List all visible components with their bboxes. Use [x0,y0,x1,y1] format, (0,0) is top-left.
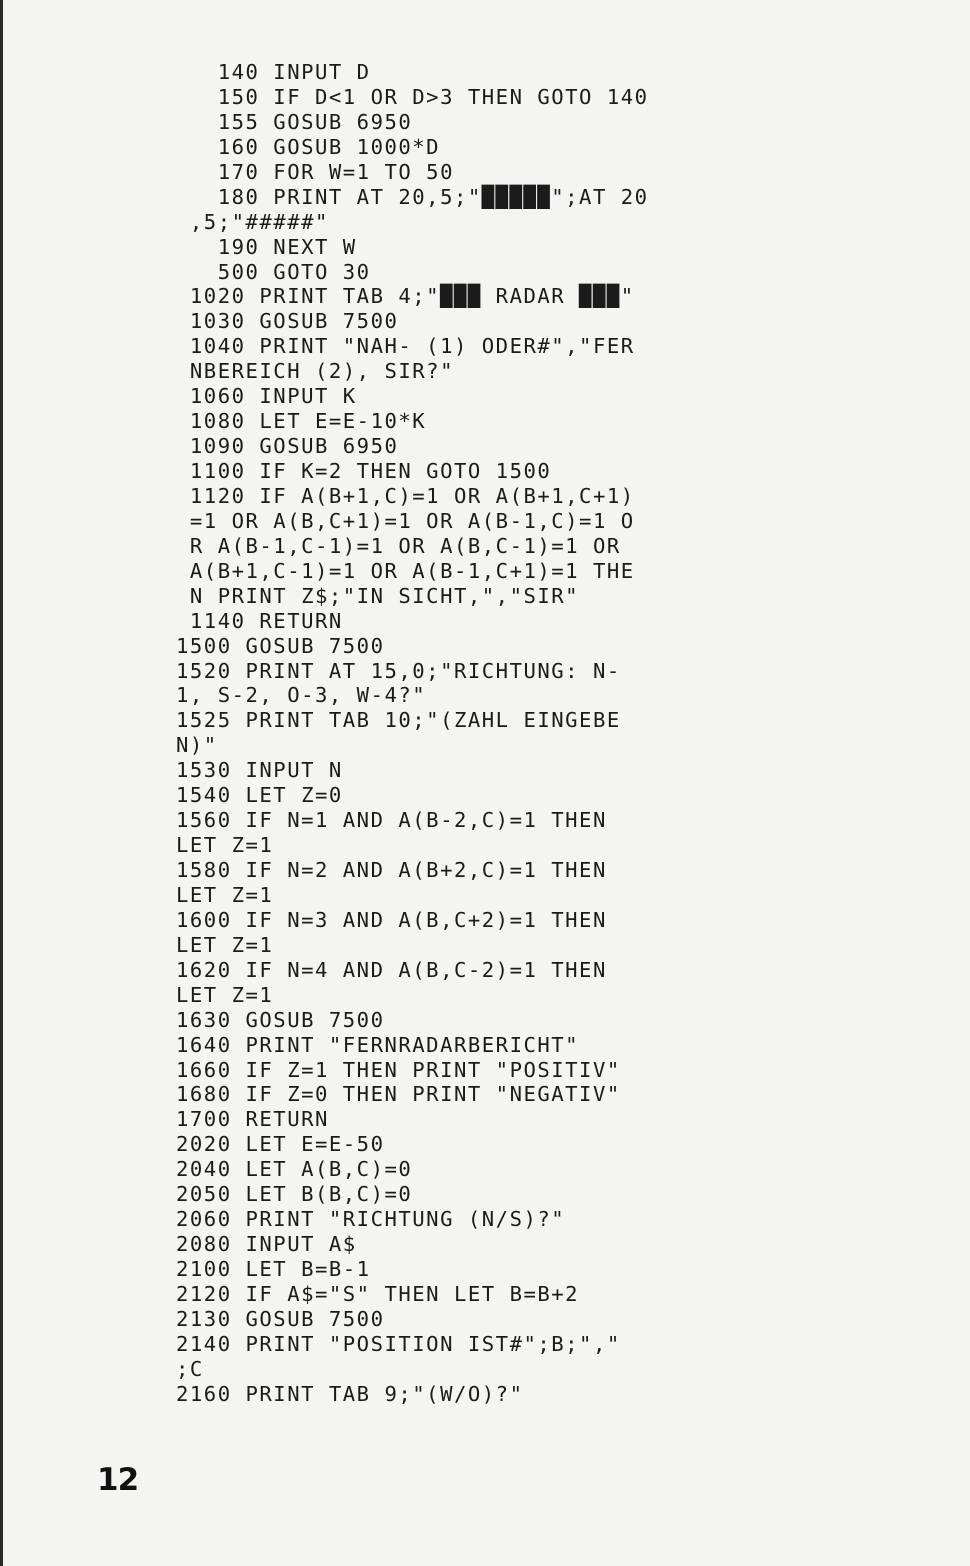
code-line: 1500 GOSUB 7500 [176,633,385,658]
page-number: 12 [97,1462,139,1498]
code-line: 1530 INPUT N [176,758,343,783]
code-line: ,5;"#####" [176,209,329,234]
basic-program-listing [176,60,676,1407]
code-line: 1680 IF Z=0 THEN PRINT "NEGATIV" [176,1082,621,1107]
code-line: 1520 PRINT AT 15,0;"RICHTUNG: N- [176,658,621,683]
code-line: 1140 RETURN [176,608,343,633]
code-line: N)" [176,733,218,758]
code-line: 1600 IF N=3 AND A(B,C+2)=1 THEN [176,907,607,932]
code-line: 2040 LET A(B,C)=0 [176,1157,413,1182]
code-line: =1 OR A(B,C+1)=1 OR A(B-1,C)=1 O [176,508,635,533]
code-line: 190 NEXT W [176,234,357,259]
code-line: 2160 PRINT TAB 9;"(W/O)?" [176,1381,524,1406]
code-line: 1, S-2, O-3, W-4?" [176,683,427,708]
code-line: 2050 LET B(B,C)=0 [176,1182,413,1207]
code-line: 1630 GOSUB 7500 [176,1007,385,1032]
code-line: 1040 PRINT "NAH- (1) ODER#","FER [176,334,635,359]
code-line: R A(B-1,C-1)=1 OR A(B,C-1)=1 OR [176,533,621,558]
code-line: LET Z=1 [176,882,274,907]
code-line: 500 GOTO 30 [176,259,371,284]
code-line: 1560 IF N=1 AND A(B-2,C)=1 THEN [176,808,607,833]
code-line: 2140 PRINT "POSITION IST#";B;"," [176,1331,621,1356]
code-line: 1080 LET E=E-10*K [176,409,427,434]
code-line: 1580 IF N=2 AND A(B+2,C)=1 THEN [176,858,607,882]
code-line: 140 INPUT D [176,60,371,84]
code-line: 2060 PRINT "RICHTUNG (N/S)?" [176,1207,566,1232]
code-line: 2020 LET E=E-50 [176,1132,385,1157]
code-line: 1030 GOSUB 7500 [176,309,399,334]
code-line: 1060 INPUT K [176,384,357,409]
code-line: 1120 IF A(B+1,C)=1 OR A(B+1,C+1) [176,483,635,508]
code-line: 1090 GOSUB 6950 [176,434,399,459]
code-line: 1660 IF Z=1 THEN PRINT "POSITIV" [176,1057,621,1082]
code-line: 1620 IF N=4 AND A(B,C-2)=1 THEN [176,957,607,982]
code-line: N PRINT Z$;"IN SICHT,","SIR" [176,583,580,608]
code-line: 2120 IF A$="S" THEN LET B=B+2 [176,1281,580,1306]
code-line: 150 IF D<1 OR D>3 THEN GOTO 140 [176,84,649,109]
code-line: 160 GOSUB 1000*D [176,134,441,159]
code-line: 2130 GOSUB 7500 [176,1306,385,1331]
code-line: A(B+1,C-1)=1 OR A(B-1,C+1)=1 THE [176,558,635,583]
code-line: 2100 LET B=B-1 [176,1257,371,1281]
code-line: ;C [176,1356,204,1381]
code-line: NBEREICH (2), SIR?" [176,359,454,384]
code-line: 1640 PRINT "FERNRADARBERICHT" [176,1032,580,1057]
code-line: 155 GOSUB 6950 [176,109,413,134]
code-line: 1525 PRINT TAB 10;"(ZAHL EINGEBE [176,708,621,733]
code-line: LET Z=1 [176,833,274,858]
code-line: LET Z=1 [176,932,274,957]
code-line: LET Z=1 [176,982,274,1007]
code-line: 1700 RETURN [176,1107,329,1132]
code-line: 1100 IF K=2 THEN GOTO 1500 [176,459,552,483]
code-line: 180 PRINT AT 20,5;"█████";AT 20 [176,184,649,209]
page-binding-edge [0,0,3,1566]
code-line: 2080 INPUT A$ [176,1232,357,1257]
code-line: 1540 LET Z=0 [176,783,343,808]
code-line: 170 FOR W=1 TO 50 [176,159,454,184]
code-line: 1020 PRINT TAB 4;"███ RADAR ███" [176,284,635,309]
